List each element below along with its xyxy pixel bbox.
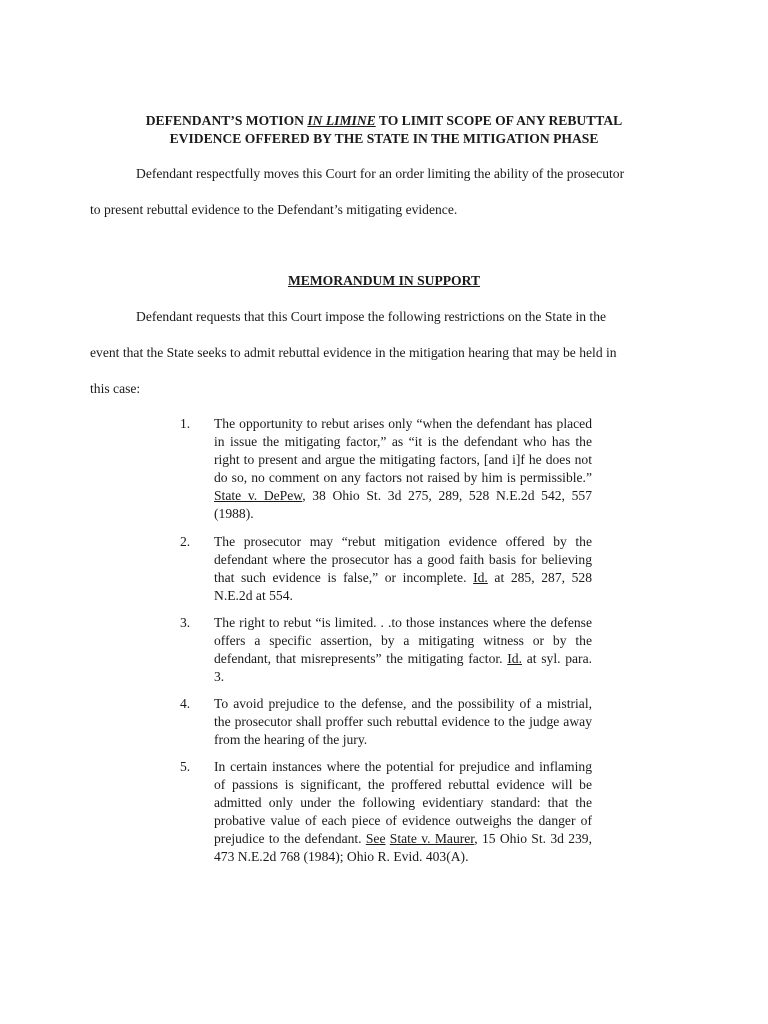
item-text	[214, 533, 592, 605]
item-number: 3.	[180, 615, 191, 630]
case-citation: State v. Maurer	[389, 831, 475, 846]
list-item	[180, 758, 592, 866]
title-line-1-part-b: TO LIMIT SCOPE OF ANY REBUTTAL	[375, 113, 623, 128]
item-text	[214, 695, 592, 749]
title-line-1	[0, 112, 768, 130]
item-text-a: To avoid prejudice to the defense, and the possibility of a mistrial, the prosecutor shall proffer such rebuttal evidence to the judge away from the hearing of the jury.	[214, 696, 592, 747]
document-title	[0, 112, 768, 148]
item-text	[214, 758, 592, 866]
list-item	[180, 415, 592, 523]
request-paragraph	[90, 308, 677, 398]
item-text	[214, 415, 592, 523]
request-line-3: this case:	[90, 381, 141, 396]
intro-line-2: to present rebuttal evidence to the Defendant’s mitigating evidence.	[90, 202, 458, 217]
item-number: 1.	[180, 416, 191, 431]
intro-line-1: Defendant respectfully moves this Court for an order limiting the ability of the prosecutor	[136, 166, 625, 181]
item-number: 5.	[180, 759, 191, 774]
item-text	[214, 614, 592, 686]
list-item	[180, 614, 592, 686]
memorandum-heading: MEMORANDUM IN SUPPORT	[287, 273, 481, 288]
case-citation: Id.	[473, 570, 488, 585]
see-signal: See	[365, 831, 386, 846]
item-text-b: , 38 Ohio St. 3d 275, 289, 528 N.E.2d 542, 557 (1988).	[214, 488, 592, 521]
item-text-b: at 285, 287, 528 N.E.2d at 554.	[214, 570, 593, 603]
list-item	[180, 533, 592, 605]
title-line-1-part-a: DEFENDANT’S MOTION	[145, 113, 308, 128]
item-text-a: The opportunity to rebut arises only “when the defendant has placed in issue the mitigating factor,” as “it is the defendant who has the right to present and argue the mitigating factors, [and i]f he does not do so, no comment on any factors not raised by him is permissible.”	[214, 416, 592, 485]
title-in-limine: IN LIMINE	[307, 113, 376, 128]
item-number: 2.	[180, 534, 191, 549]
item-text-b: at syl. para. 3.	[214, 651, 592, 684]
request-line-2: event that the State seeks to admit rebuttal evidence in the mitigation hearing that may be held in	[90, 345, 617, 360]
item-text-a: The prosecutor may “rebut mitigation evidence offered by the defendant where the prosecutor has a good faith basis for believing that such evidence is false,” or incomplete.	[214, 534, 592, 585]
item-number: 4.	[180, 696, 191, 711]
title-line-2: EVIDENCE OFFERED BY THE STATE IN THE MITIGATION PHASE	[169, 131, 599, 146]
case-citation: State v. DePew	[214, 488, 303, 503]
item-text-a: In certain instances where the potential for prejudice and inflaming of passions is significant, the proffered rebuttal evidence will be admitted only under the following evidentiary standard: that the probative value of each piece of evidence outweighs the danger of prejudice to the defendant.	[214, 759, 592, 846]
list-item	[180, 695, 592, 749]
item-text-b: , 15 Ohio St. 3d 239, 473 N.E.2d 768 (1984); Ohio R. Evid. 403(A).	[214, 831, 592, 864]
request-line-1: Defendant requests that this Court impose the following restrictions on the State in the	[136, 309, 607, 324]
item-text-a: The right to rebut “is limited. . .to those instances where the defense offers a specific assertion, by a mitigating witness or by the defendant, that misrepresents” the mitigating factor.	[214, 615, 592, 666]
intro-paragraph	[90, 165, 677, 219]
case-citation: Id.	[507, 651, 522, 666]
